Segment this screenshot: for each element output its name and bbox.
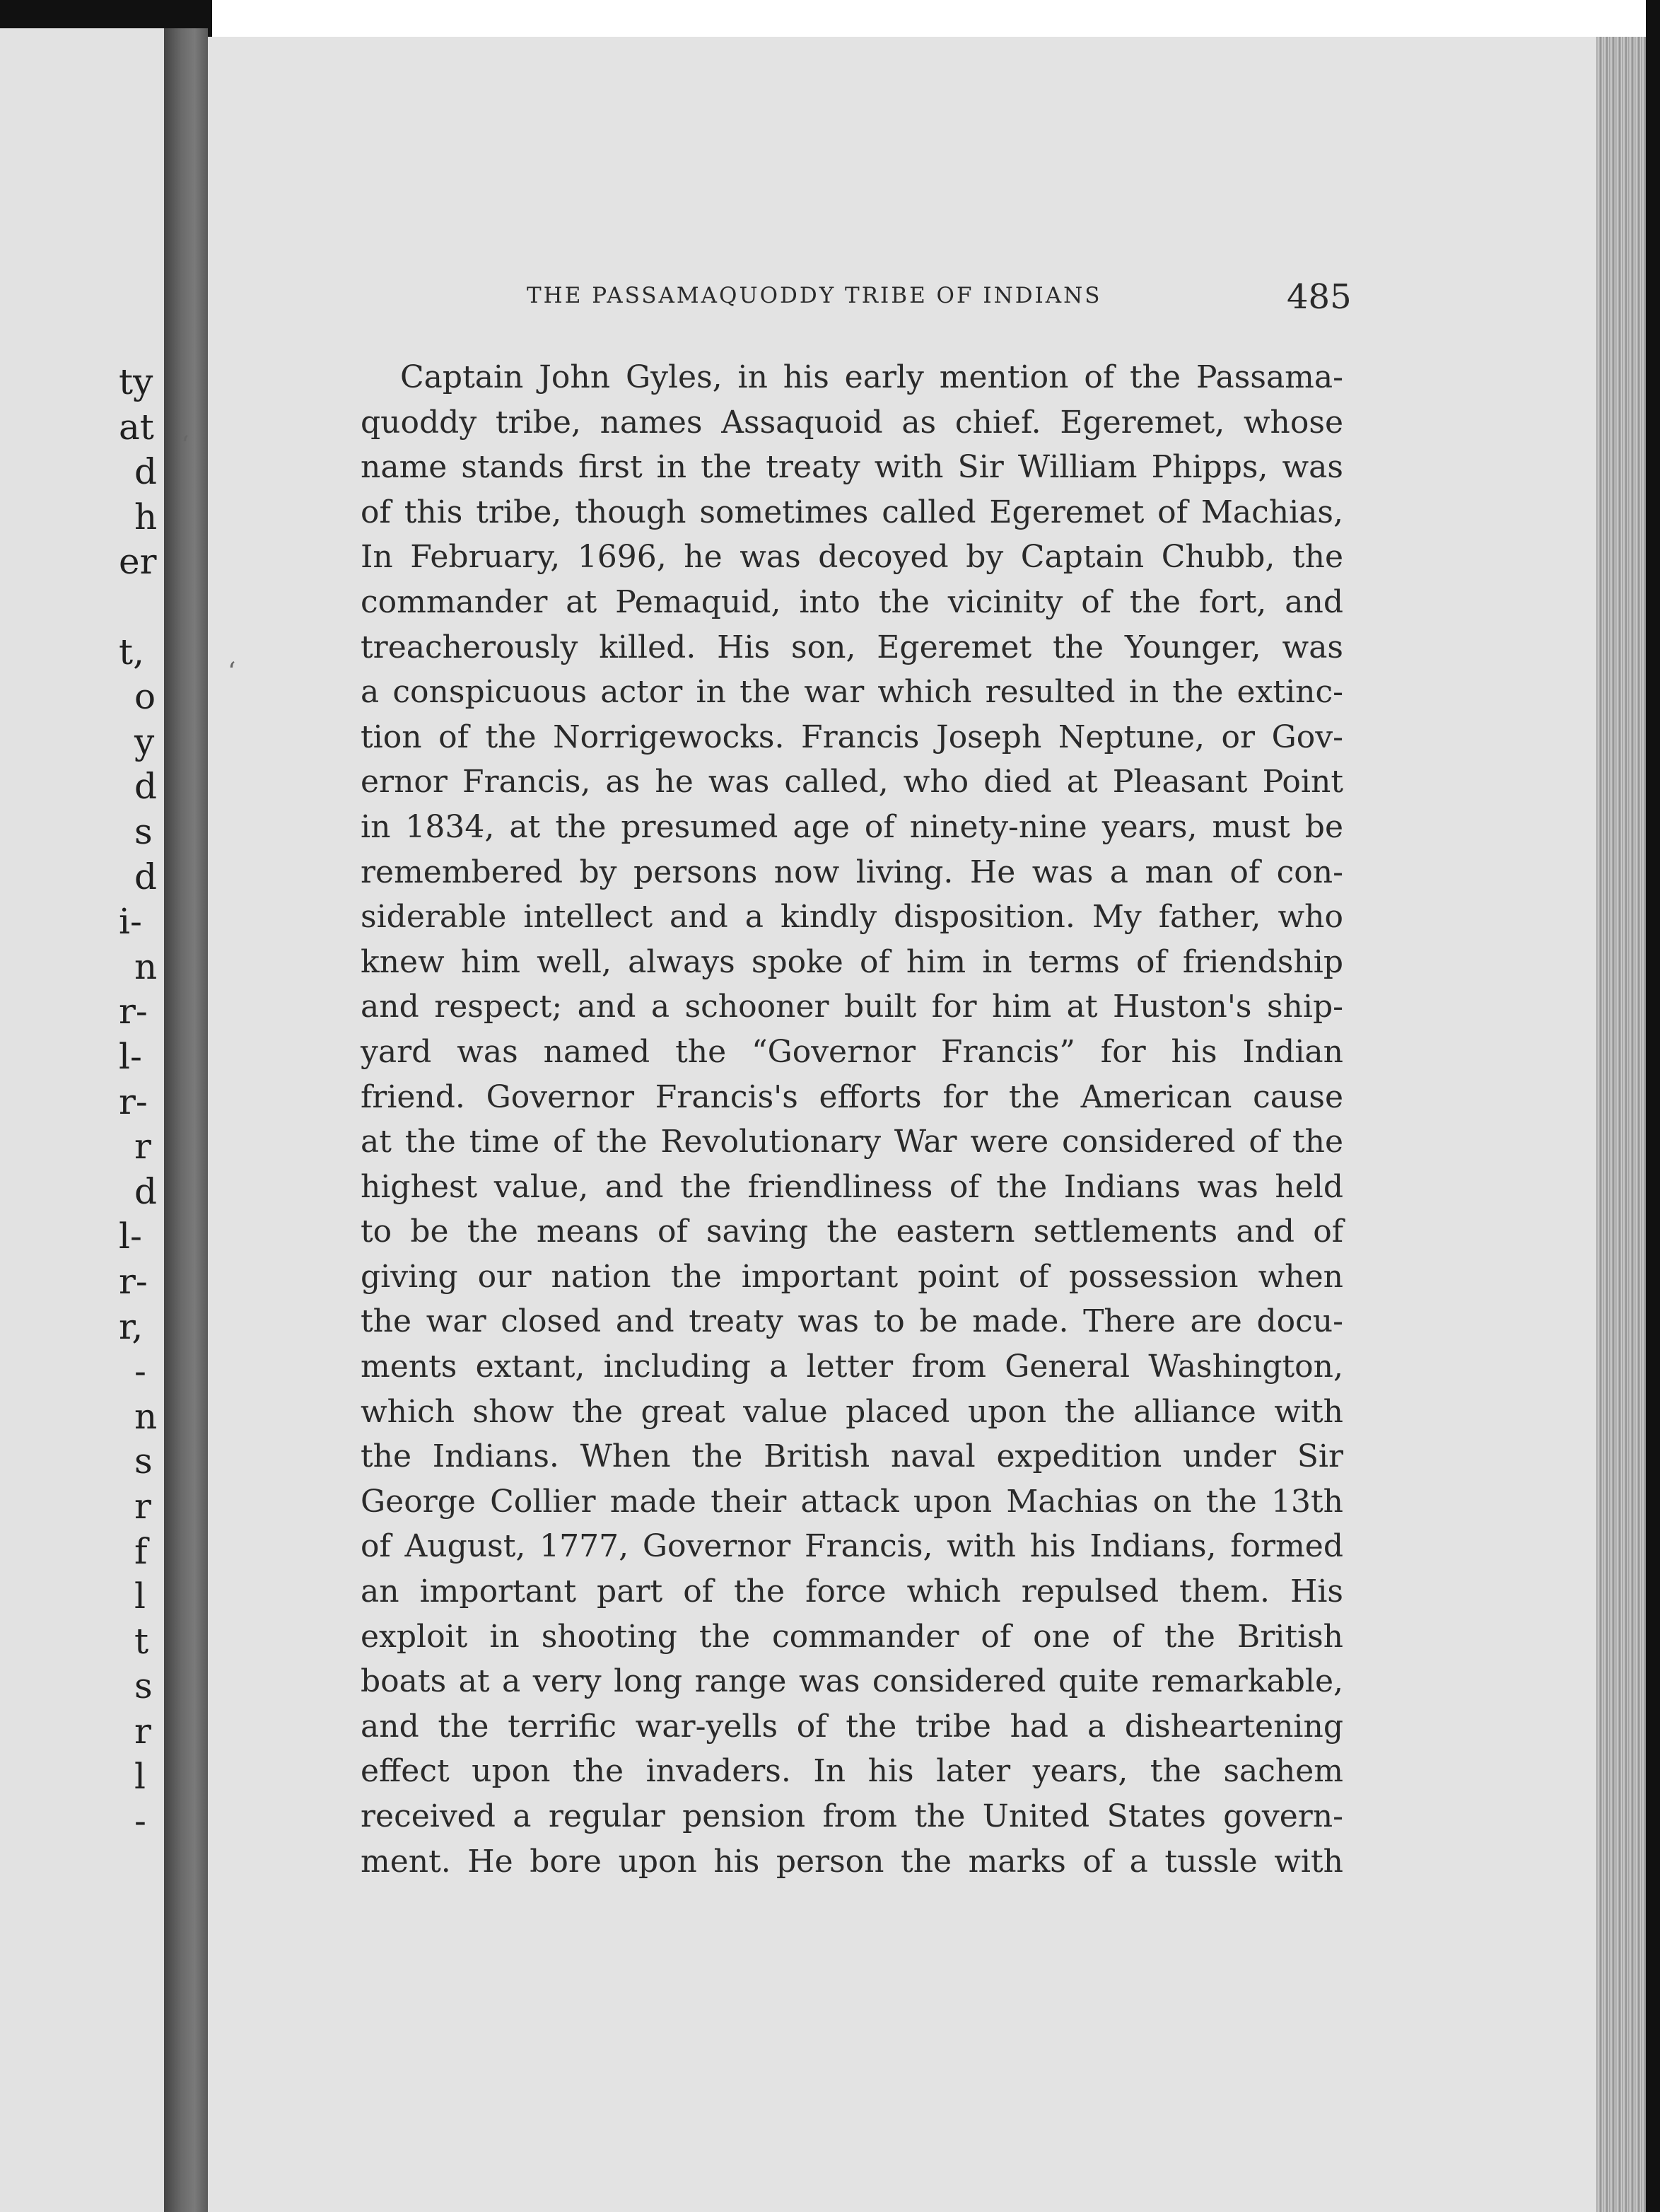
edge-fragment: r — [134, 1486, 151, 1527]
edge-fragment: t, — [119, 631, 144, 673]
edge-fragment: l — [134, 1755, 146, 1797]
edge-fragment: r — [134, 1126, 151, 1168]
text-line: which show the great value placed upon the alliance with — [361, 1393, 1343, 1430]
text-line: giving our nation the important point of possession when — [361, 1258, 1343, 1295]
text-line: ments extant, including a letter from General Washington, — [361, 1349, 1343, 1385]
edge-fragment: s — [134, 811, 153, 852]
text-line: boats at a very long range was considered quite remarkable, — [361, 1663, 1343, 1700]
edge-fragment: l- — [119, 1036, 142, 1077]
edge-fragment: r- — [119, 1081, 148, 1122]
edge-fragment: n — [134, 1395, 158, 1437]
edge-fragment: l — [134, 1576, 146, 1617]
scan-speck: ‘ — [181, 431, 189, 460]
edge-fragment: y — [134, 721, 155, 762]
edge-fragment: er — [119, 541, 157, 583]
text-line: of this tribe, though sometimes called Egeremet of Machias, — [361, 494, 1343, 530]
text-line: an important part of the force which repulsed them. His — [361, 1573, 1343, 1610]
previous-page-text-fragments — [0, 0, 164, 2212]
edge-fragment: at — [119, 406, 154, 448]
text-line: remembered by persons now living. He was a man of con- — [361, 854, 1343, 890]
text-line: exploit in shooting the commander of one of the British — [361, 1618, 1343, 1655]
edge-fragment: - — [134, 1351, 146, 1392]
text-line: Captain John Gyles, in his early mention of the Passama- — [400, 359, 1343, 395]
edge-fragment: s — [134, 1665, 153, 1707]
text-line: siderable intellect and a kindly disposition. My father, who — [361, 899, 1343, 936]
edge-fragment: l- — [119, 1216, 142, 1257]
text-line: of August, 1777, Governor Francis, with his Indians, formed — [361, 1528, 1343, 1565]
text-line: and respect; and a schooner built for him at Huston's ship- — [361, 989, 1343, 1025]
text-line: George Collier made their attack upon Machias on the 13th — [361, 1483, 1343, 1520]
text-line: ernor Francis, as he was called, who died at Pleasant Point — [361, 764, 1343, 801]
text-line: tion of the Norrigewocks. Francis Joseph Neptune, or Gov- — [361, 718, 1343, 755]
text-line: friend. Governor Francis's efforts for the American cause — [361, 1078, 1343, 1115]
edge-fragment: ty — [119, 361, 153, 402]
text-line: and the terrific war-yells of the tribe had a disheartening — [361, 1708, 1343, 1745]
edge-fragment: d — [134, 766, 158, 808]
edge-fragment: t — [134, 1620, 149, 1662]
edge-fragment: d — [134, 1170, 158, 1212]
body-text — [361, 355, 1343, 1884]
text-line: knew him well, always spoke of him in terms of friendship — [361, 943, 1343, 980]
edge-fragment: f — [134, 1530, 148, 1572]
scan-top-band — [0, 0, 1660, 42]
text-line: ment. He bore upon his person the marks of a tussle with — [361, 1843, 1343, 1880]
page-stack-edge — [1596, 37, 1646, 2212]
text-line: highest value, and the friendliness of the Indians was held — [361, 1168, 1343, 1205]
text-line: effect upon the invaders. In his later years, the sachem — [361, 1753, 1343, 1790]
edge-fragment: n — [134, 945, 158, 987]
text-line: received a regular pension from the United States govern- — [361, 1798, 1343, 1834]
edge-fragment: r — [134, 1711, 151, 1752]
text-line: at the time of the Revolutionary War were considered of the — [361, 1124, 1343, 1160]
running-header: THE PASSAMAQUODDY TRIBE OF INDIANS — [527, 283, 1102, 308]
text-line: treacherously killed. His son, Egeremet the Younger, was — [361, 629, 1343, 665]
edge-fragment: - — [134, 1800, 146, 1842]
edge-fragment: d — [134, 451, 158, 493]
text-line: commander at Pemaquid, into the vicinity of the fort, and — [361, 583, 1343, 620]
edge-fragment: r- — [119, 991, 148, 1032]
text-line: yard was named the “Governor Francis” for his Indian — [361, 1033, 1343, 1070]
edge-fragment: s — [134, 1440, 153, 1482]
text-line: to be the means of saving the eastern settlements and of — [361, 1213, 1343, 1250]
page-number: 485 — [1287, 277, 1352, 317]
edge-fragment: r, — [119, 1305, 144, 1347]
scan-speck: ‘ — [228, 658, 236, 687]
text-line: the war closed and treaty was to be made. There are docu- — [361, 1303, 1343, 1340]
edge-fragment: o — [134, 676, 156, 718]
binding-shadow — [164, 28, 208, 2212]
right-border — [1646, 0, 1660, 2212]
edge-fragment: h — [134, 496, 158, 537]
edge-fragment: i- — [119, 901, 142, 943]
text-line: name stands first in the treaty with Sir William Phipps, was — [361, 449, 1343, 486]
edge-fragment: d — [134, 856, 158, 897]
text-line: in 1834, at the presumed age of ninety-nine years, must be — [361, 808, 1343, 845]
text-line: quoddy tribe, names Assaquoid as chief. Egeremet, whose — [361, 404, 1343, 441]
edge-fragment: r- — [119, 1261, 148, 1302]
text-line: a conspicuous actor in the war which resulted in the extinc- — [361, 674, 1343, 711]
text-line: the Indians. When the British naval expedition under Sir — [361, 1438, 1343, 1475]
text-line: In February, 1696, he was decoyed by Captain Chubb, the — [361, 539, 1343, 576]
